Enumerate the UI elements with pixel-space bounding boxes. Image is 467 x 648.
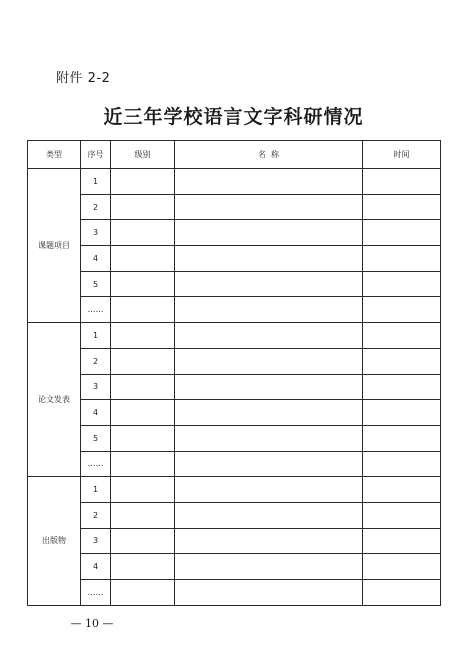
table-row [28,400,441,426]
time-cell [363,297,441,323]
row-number: 2 [81,194,111,220]
table-row [28,246,441,272]
page-title: 近三年学校语言文字科研情况 [103,106,364,128]
level-cell [111,297,175,323]
header-number: 序号 [81,141,111,169]
table-row [28,297,441,323]
name-cell [175,580,363,606]
row-number: 2 [81,348,111,374]
row-number: 3 [81,220,111,246]
level-cell [111,400,175,426]
name-cell [175,271,363,297]
row-number: 4 [81,554,111,580]
table-row [28,580,441,606]
research-table [27,140,441,606]
level-cell [111,323,175,349]
category-papers: 论文发表 [28,323,81,477]
table-row [28,194,441,220]
time-cell [363,246,441,272]
name-cell [175,169,363,195]
level-cell [111,425,175,451]
time-cell [363,400,441,426]
level-cell [111,528,175,554]
level-cell [111,194,175,220]
time-cell [363,451,441,477]
row-number: 1 [81,477,111,503]
time-cell [363,425,441,451]
row-number: 4 [81,400,111,426]
level-cell [111,246,175,272]
level-cell [111,477,175,503]
row-number: 1 [81,169,111,195]
table-row [28,477,441,503]
level-cell [111,271,175,297]
time-cell [363,194,441,220]
table-row [28,502,441,528]
time-cell [363,220,441,246]
table-row [28,169,441,195]
time-cell [363,554,441,580]
row-number: …… [81,580,111,606]
page-number: — 10 — [70,617,114,630]
level-cell [111,348,175,374]
table-row [28,451,441,477]
level-cell [111,451,175,477]
level-cell [111,554,175,580]
category-projects: 课题项目 [28,169,81,323]
name-cell [175,528,363,554]
row-number: …… [81,297,111,323]
name-cell [175,246,363,272]
level-cell [111,220,175,246]
table-row [28,528,441,554]
header-type: 类型 [28,141,81,169]
time-cell [363,348,441,374]
level-cell [111,374,175,400]
table-row [28,323,441,349]
table-row [28,348,441,374]
name-cell [175,451,363,477]
name-cell [175,297,363,323]
name-cell [175,220,363,246]
table-row [28,554,441,580]
name-cell [175,425,363,451]
row-number: 3 [81,374,111,400]
name-cell [175,400,363,426]
table-row [28,271,441,297]
row-number: …… [81,451,111,477]
row-number: 4 [81,246,111,272]
level-cell [111,169,175,195]
time-cell [363,502,441,528]
time-cell [363,477,441,503]
header-level: 级别 [111,141,175,169]
row-number: 5 [81,425,111,451]
time-cell [363,169,441,195]
name-cell [175,477,363,503]
row-number: 5 [81,271,111,297]
table-row [28,220,441,246]
name-cell [175,348,363,374]
level-cell [111,580,175,606]
time-cell [363,528,441,554]
table-header-row [28,141,441,169]
table-row [28,425,441,451]
row-number: 1 [81,323,111,349]
row-number: 2 [81,502,111,528]
name-cell [175,194,363,220]
name-cell [175,323,363,349]
category-publications: 出版物 [28,477,81,605]
name-cell [175,554,363,580]
time-cell [363,374,441,400]
time-cell [363,580,441,606]
header-time: 时间 [363,141,441,169]
row-number: 3 [81,528,111,554]
level-cell [111,502,175,528]
time-cell [363,271,441,297]
name-cell [175,502,363,528]
attachment-label: 附件 2-2 [56,71,111,86]
name-cell [175,374,363,400]
time-cell [363,323,441,349]
header-name: 名 称 [175,141,363,169]
table-row [28,374,441,400]
